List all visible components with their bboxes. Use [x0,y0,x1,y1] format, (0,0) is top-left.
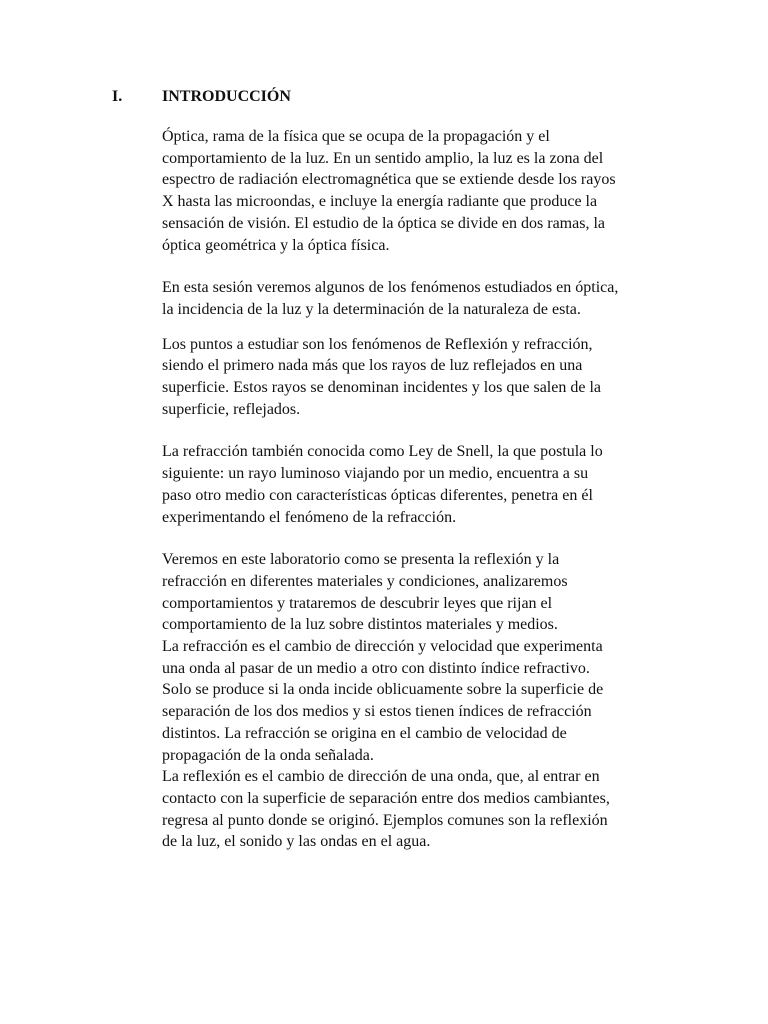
text-line: superficie, reflejados. [162,400,301,418]
text-line: sensación de visión. El estudio de la óptica se divide en dos ramas, la [162,214,605,232]
text-line: regresa al punto donde se originó. Ejemplos comunes son la reflexión [162,811,608,829]
paragraph-refraccion [162,636,702,766]
text-line: La refracción es el cambio de dirección y velocidad que experimenta [162,638,603,656]
text-line: distintos. La refracción se origina en el cambio de velocidad de [162,724,567,742]
text-line: superficie. Estos rayos se denominan incidentes y los que salen de la [162,379,601,397]
text-line: la incidencia de la luz y la determinación de la naturaleza de esta. [162,300,581,318]
paragraph-optica [162,126,702,256]
text-line: Óptica, rama de la física que se ocupa de la propagación y el [162,128,550,145]
text-line: X hasta las microondas, e incluye la energía radiante que produce la [162,193,598,211]
text-line: experimentando el fenómeno de la refracción. [162,508,457,526]
text-line: En esta sesión veremos algunos de los fenómenos estudiados en óptica, [162,279,619,297]
text-line: de la luz, el sonido y las ondas en el agua. [162,833,431,851]
text-line: La refracción también conocida como Ley de Snell, la que postula lo [162,443,603,461]
section-title: INTRODUCCIÓN [162,88,291,105]
text-line: siendo el primero nada más que los rayos de luz reflejados en una [162,357,583,375]
paragraph-sesion [162,277,702,320]
text-line: espectro de radiación electromagnética que se extiende desde los rayos [162,171,616,189]
text-line: comportamiento de la luz sobre distintos materiales y medios. [162,616,558,634]
paragraph-reflexion [162,766,702,853]
text-line: una onda al pasar de un medio a otro con distinto índice refractivo. [162,659,590,677]
text-line: contacto con la superficie de separación entre dos medios cambiantes, [162,789,610,807]
text-line: La reflexión es el cambio de dirección de una onda, que, al entrar en [162,768,600,786]
text-line: comportamiento de la luz. En un sentido amplio, la luz es la zona del [162,149,604,167]
text-line: separación de los dos medios y si estos tienen índices de refracción [162,703,592,721]
text-line: Veremos en este laboratorio como se presenta la reflexión y la [162,551,560,569]
text-line: siguiente: un rayo luminoso viajando por un medio, encuentra a su [162,465,589,483]
text-line: óptica geométrica y la óptica física. [162,236,390,254]
paragraph-puntos [162,334,702,421]
text-line: comportamientos y trataremos de descubrir leyes que rijan el [162,594,553,612]
text-line: Los puntos a estudiar son los fenómenos de Reflexión y refracción, [162,335,593,353]
section-number: I. [112,88,123,105]
text-line: Solo se produce si la onda incide oblicuamente sobre la superficie de [162,681,604,699]
text-line: paso otro medio con características ópticas diferentes, penetra en él [162,486,593,504]
text-line: refracción en diferentes materiales y condiciones, analizaremos [162,572,568,590]
paragraph-snell [162,441,702,528]
paragraph-laboratorio [162,549,702,636]
section-body [162,126,702,853]
text-line: propagación de la onda señalada. [162,746,374,764]
